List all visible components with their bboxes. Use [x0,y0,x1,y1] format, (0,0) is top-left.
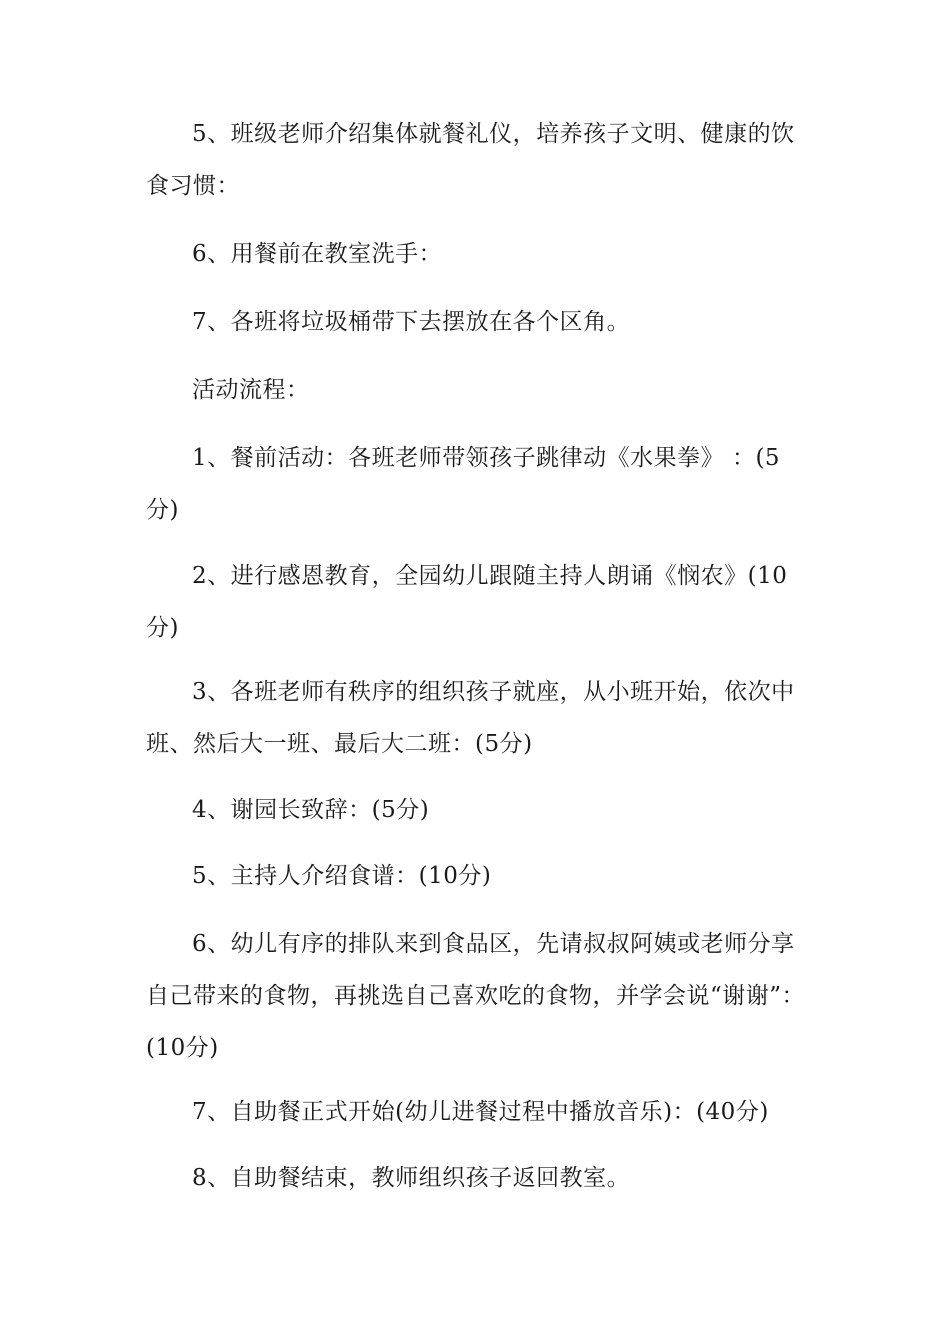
paragraph-step-3: 3、各班老师有秩序的组织孩子就座，从小班开始，依次中班、然后大一班、最后大二班：(5分) [146,679,795,757]
paragraph-step-8: 8、自助餐结束，教师组织孩子返回教室。 [192,1165,631,1191]
paragraph-trash-bins: 7、各班将垃圾桶带下去摆放在各个区角。 [192,309,631,335]
paragraph-step-7: 7、自助餐正式开始(幼儿进餐过程中播放音乐)：(40分) [192,1099,769,1125]
paragraph-step-1: 1、餐前活动：各班老师带领孩子跳律动《水果拳》 ：(5分) [146,445,781,523]
paragraph-step-4: 4、谢园长致辞：(5分) [192,797,430,823]
paragraph-etiquette: 5、班级老师介绍集体就餐礼仪，培养孩子文明、健康的饮食习惯： [146,121,795,199]
section-heading-activity-flow: 活动流程： [192,377,310,403]
paragraph-step-5: 5、主持人介绍食谱：(10分) [192,863,492,889]
paragraph-hand-washing: 6、用餐前在教室洗手： [192,241,443,267]
paragraph-step-6: 6、幼儿有序的排队来到食品区，先请叔叔阿姨或老师分享自己带来的食物，再挑选自己喜欢吃的食物，并学会说“谢谢”：(10分) [146,931,806,1061]
paragraph-step-2: 2、进行感恩教育，全园幼儿跟随主持人朗诵《悯农》(10分) [146,563,788,641]
